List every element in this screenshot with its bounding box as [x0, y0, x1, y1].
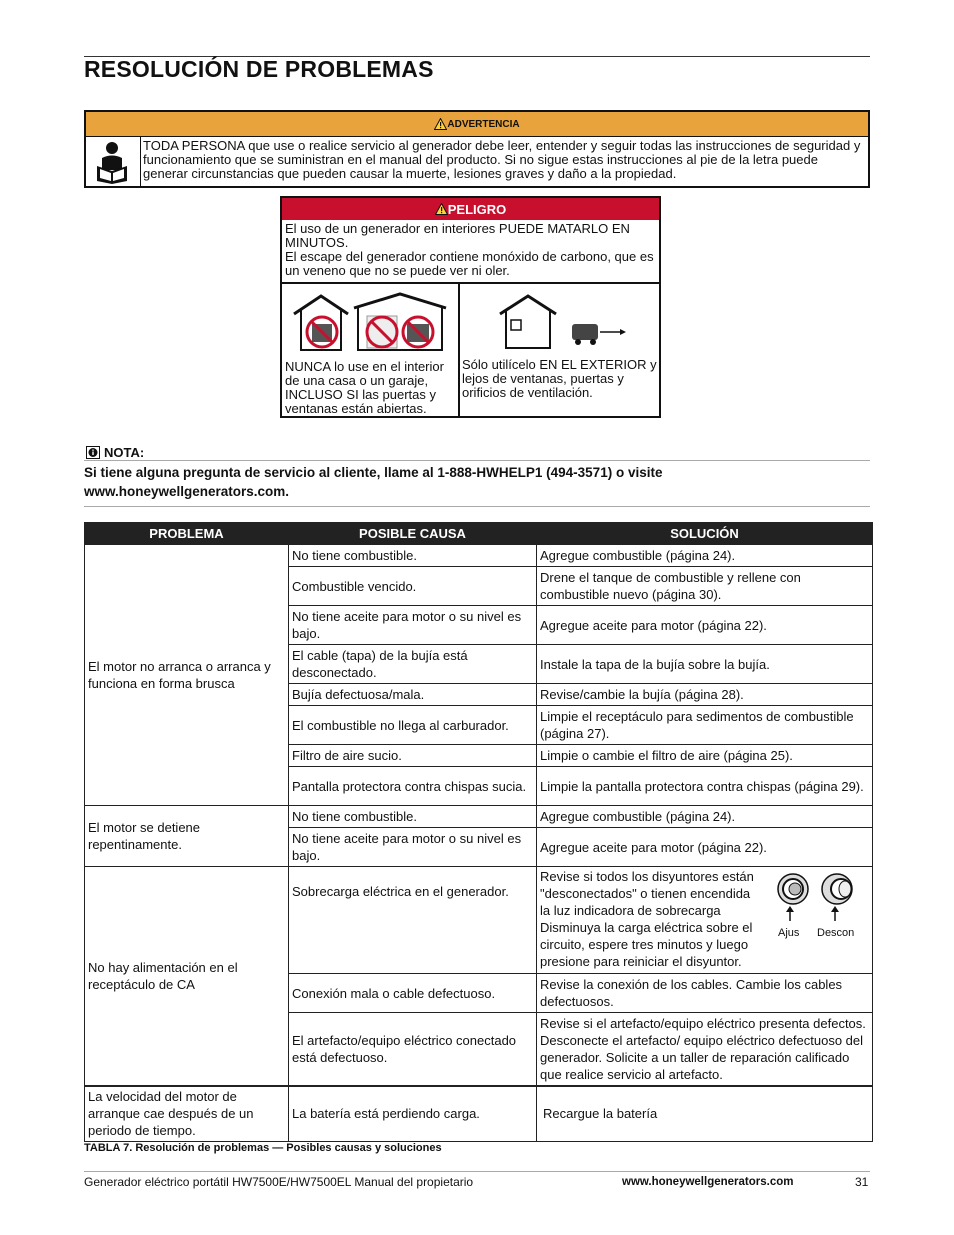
cause-cell: Filtro de aire sucio. — [289, 745, 537, 767]
cause-cell: El artefacto/equipo eléctrico conectado está defectuoso. — [289, 1013, 537, 1086]
warning-box — [84, 110, 870, 188]
solution-cell: Revise la conexión de los cables. Cambie los cables defectuosos. — [537, 974, 873, 1013]
solution-cell: Limpie el receptáculo para sedimentos de combustible (página 27). — [537, 706, 873, 745]
danger-text-1: El uso de un generador en interiores PUEDE MATARLO EN MINUTOS. — [285, 221, 630, 250]
solution-cell: Revise/cambie la bujía (página 28). — [537, 684, 873, 706]
table-row — [85, 545, 873, 567]
warning-label: ADVERTENCIA — [447, 118, 520, 130]
cause-cell: No tiene aceite para motor o su nivel es bajo. — [289, 828, 537, 867]
danger-text — [285, 222, 656, 278]
page-title: RESOLUCIÓN DE PROBLEMAS — [84, 56, 434, 82]
warning-text: TODA PERSONA que use o realice servicio al generador debe leer, entender y seguir todas las instrucciones de seguridad y funcionamiento que se suministran en el manual del producto. Si no sigue estas instrucciones al pie de la letra puede generar circunstancias que pueden causar la muerte, lesiones graves y daño a la propiedad. — [143, 138, 861, 181]
solution-cell: Recargue la batería — [537, 1086, 873, 1142]
cause-cell: Combustible vencido. — [289, 567, 537, 606]
danger-bar — [282, 198, 659, 220]
solution-cell: Agregue aceite para motor (página 22). — [537, 828, 873, 867]
danger-triangle-icon — [435, 203, 448, 215]
note-rule-bottom — [84, 506, 870, 507]
warning-triangle-icon — [434, 118, 447, 130]
outdoor-use-icon — [498, 294, 628, 352]
table-row — [85, 806, 873, 828]
table-header-row — [85, 523, 873, 545]
note-line-2: www.honeywellgenerators.com. — [84, 484, 290, 499]
problem-cell: El motor no arranca o arranca y funciona en forma brusca — [85, 545, 289, 806]
danger-label: PELIGRO — [447, 201, 507, 217]
warning-icon-cell — [86, 136, 141, 186]
breaker-label-disconnected: Descon — [817, 927, 855, 939]
page-number: 31 — [855, 1175, 869, 1189]
solution-cell: Limpie o cambie el filtro de aire (página 25). — [537, 745, 873, 767]
solution-cell — [537, 867, 873, 974]
problem-cell: La velocidad del motor de arranque cae después de un periodo de tiempo. — [85, 1086, 289, 1142]
note-rule-top — [84, 460, 870, 461]
cause-cell: Pantalla protectora contra chispas sucia. — [289, 767, 537, 806]
cause-cell: No tiene combustible. — [289, 806, 537, 828]
header-problem: PROBLEMA — [85, 523, 289, 545]
cause-cell: No tiene combustible. — [289, 545, 537, 567]
note-heading — [86, 445, 144, 460]
no-indoor-use-icon — [292, 292, 454, 354]
danger-never-text: NUNCA lo use en el interior de una casa o un garaje, INCLUSO SI las puertas y ventanas están abiertas. — [285, 359, 444, 416]
solution-text: Revise si todos los disyuntores están "desconectados" o tienen encendida la luz indicadora de sobrecarga Disminuya la carga eléctrica sobre el circuito, espere tres minutos y luego presione para reiniciar el disyuntor. — [540, 869, 754, 969]
circuit-breaker-icon — [775, 871, 865, 923]
danger-box — [280, 196, 661, 418]
note-line-1: Si tiene alguna pregunta de servicio al cliente, llame al 1-888-HWHELP1 (494-3571) o visite — [84, 465, 663, 480]
solution-cell: Drene el tanque de combustible y rellene con combustible nuevo (página 30). — [537, 567, 873, 606]
danger-divider — [282, 282, 659, 284]
warning-bar — [86, 112, 868, 137]
footer-rule — [84, 1171, 870, 1172]
note-body — [84, 463, 870, 501]
problem-cell: No hay alimentación en el receptáculo de CA — [85, 867, 289, 1086]
solution-cell: Agregue combustible (página 24). — [537, 545, 873, 567]
read-manual-icon — [86, 136, 140, 186]
cause-cell: Conexión mala o cable defectuoso. — [289, 974, 537, 1013]
cause-cell: Bujía defectuosa/mala. — [289, 684, 537, 706]
cause-cell: Sobrecarga eléctrica en el generador. — [289, 867, 537, 974]
cause-cell: El cable (tapa) de la bujía está desconectado. — [289, 645, 537, 684]
info-icon — [86, 446, 100, 459]
solution-cell: Limpie la pantalla protectora contra chispas (página 29). — [537, 767, 873, 806]
danger-text-2: El escape del generador contiene monóxido de carbono, que es un veneno que no se puede ver ni oler. — [285, 249, 654, 278]
cause-cell: La batería está perdiendo carga. — [289, 1086, 537, 1142]
cause-cell: No tiene aceite para motor o su nivel es bajo. — [289, 606, 537, 645]
note-label: NOTA: — [104, 445, 145, 460]
danger-outdoor-text: Sólo utilícelo EN EL EXTERIOR y lejos de ventanas, puertas y orificios de ventilación. — [462, 357, 657, 400]
header-cause: POSIBLE CAUSA — [289, 523, 537, 545]
footer-url[interactable]: www.honeywellgenerators.com — [622, 1176, 794, 1188]
footer-manual-title: Generador eléctrico portátil HW7500E/HW7500EL Manual del propietario — [84, 1175, 474, 1189]
cause-cell: El combustible no llega al carburador. — [289, 706, 537, 745]
troubleshooting-table — [84, 522, 873, 1142]
solution-cell: Instale la tapa de la bujía sobre la bujía. — [537, 645, 873, 684]
solution-cell: Agregue aceite para motor (página 22). — [537, 606, 873, 645]
solution-cell: Revise si el artefacto/equipo eléctrico presenta defectos. Desconecte el artefacto/ equipo eléctrico defectuoso del generador. Solicite a un taller de reparación calificado que realice servicio al artefacto. — [537, 1013, 873, 1086]
breaker-label-adjust: Ajus — [778, 927, 800, 939]
problem-cell: El motor se detiene repentinamente. — [85, 806, 289, 867]
table-caption: TABLA 7. Resolución de problemas — Posibles causas y soluciones — [84, 1142, 442, 1154]
table-row — [85, 867, 873, 974]
danger-column-divider — [458, 282, 460, 416]
table-row — [85, 1086, 873, 1142]
solution-cell: Agregue combustible (página 24). — [537, 806, 873, 828]
header-solution: SOLUCIÓN — [537, 523, 873, 545]
